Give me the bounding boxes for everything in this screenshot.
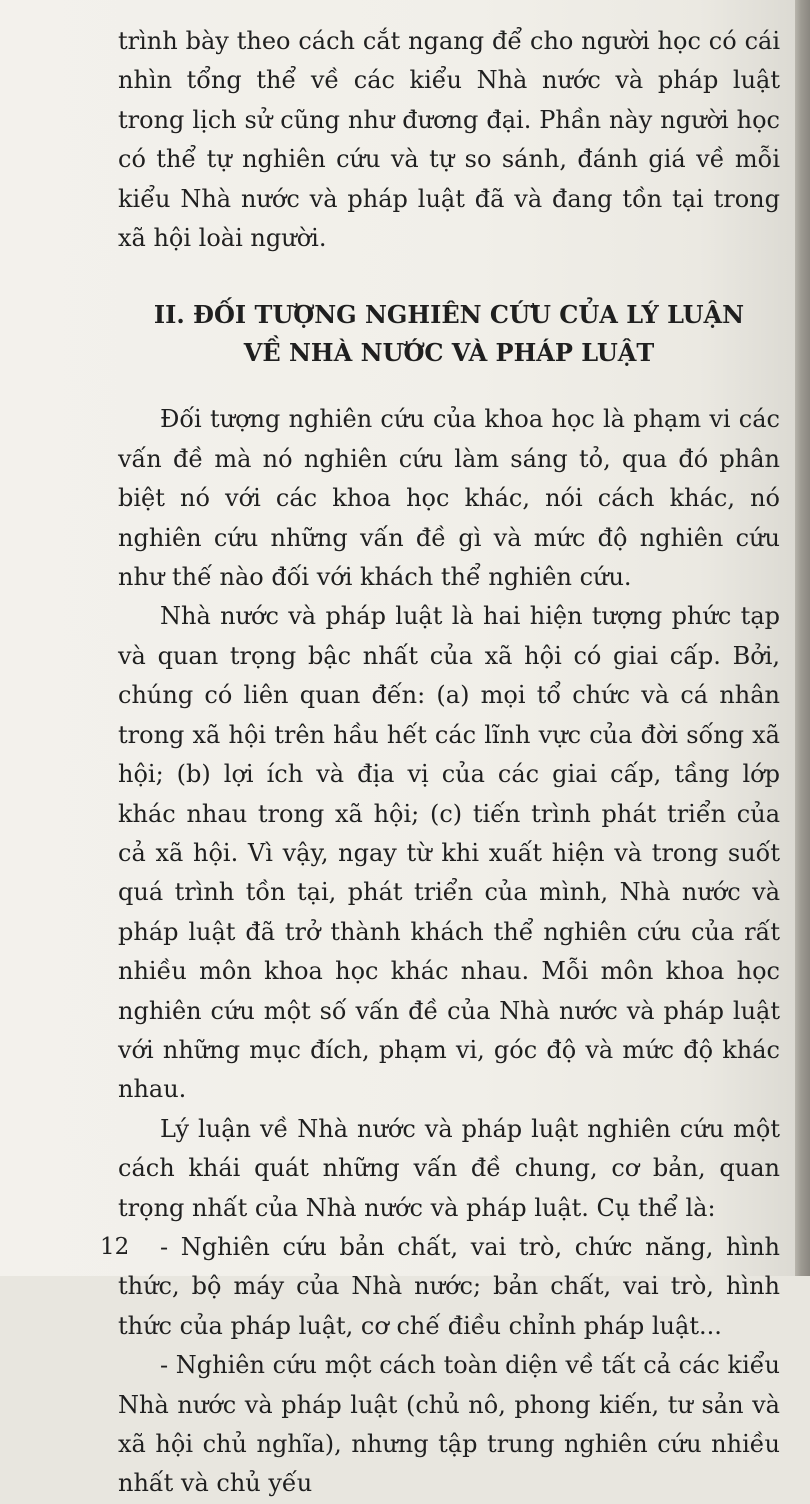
section-heading-line-1: II. ĐỐI TƯỢNG NGHIÊN CỨU CỦA LÝ LUẬN bbox=[153, 300, 745, 330]
page-body bbox=[118, 22, 780, 1504]
section-heading bbox=[118, 296, 780, 372]
list-item-comprehensive-study: - Nghiên cứu một cách toàn diện về tất cả các kiểu Nhà nước và pháp luật (chủ nô, phong kiến, tư sản và xã hội chủ nghĩa), nhưng tập trung nghiên cứu nhiều nhất và chủ yếu bbox=[118, 1351, 780, 1498]
paragraph-object-definition: Đối tượng nghiên cứu của khoa học là phạm vi các vấn đề mà nó nghiên cứu làm sáng tỏ, qua đó phân biệt nó với các khoa học khác, nói cách khác, nó nghiên cứu những vấn đề gì và mức độ nghiên cứu như thế nào đối với khách thể nghiên cứu. bbox=[118, 405, 780, 592]
paragraph-continuation: trình bày theo cách cắt ngang để cho người học có cái nhìn tổng thể về các kiểu Nhà nước và pháp luật trong lịch sử cũng như đương đại. Phần này người học có thể tự nghiên cứu và tự so sánh, đánh giá về mỗi kiểu Nhà nước và pháp luật đã và đang tồn tại trong xã hội loài người. bbox=[118, 27, 780, 253]
page-gutter-edge bbox=[795, 0, 810, 1276]
paragraph-theory-scope: Lý luận về Nhà nước và pháp luật nghiên cứu một cách khái quát những vấn đề chung, cơ bản, quan trọng nhất của Nhà nước và pháp luật. Cụ thể là: bbox=[118, 1114, 780, 1222]
page-number: 12 bbox=[100, 1234, 130, 1260]
section-heading-line-2: VỀ NHÀ NƯỚC VÀ PHÁP LUẬT bbox=[243, 338, 655, 368]
list-item-nature-role: - Nghiên cứu bản chất, vai trò, chức năng, hình thức, bộ máy của Nhà nước; bản chất, vai trò, hình thức của pháp luật, cơ chế điều chỉnh pháp luật... bbox=[118, 1232, 780, 1340]
paragraph-state-and-law: Nhà nước và pháp luật là hai hiện tượng phức tạp và quan trọng bậc nhất của xã hội có giai cấp. Bởi, chúng có liên quan đến: (a) mọi tổ chức và cá nhân trong xã hội trên hầu hết các lĩnh vực của đời sống xã hội; (b) lợi ích và địa vị của các giai cấp, tầng lớp khác nhau trong xã hội; (c) tiến trình phát triển của cả xã hội. Vì vậy, ngay từ khi xuất hiện và trong suốt quá trình tồn tại, phát triển của mình, Nhà nước và pháp luật đã trở thành khách thể nghiên cứu của rất nhiều môn khoa học khác nhau. Mỗi môn khoa học nghiên cứu một số vấn đề của Nhà nước và pháp luật với những mục đích, phạm vi, góc độ và mức độ khác nhau. bbox=[118, 602, 780, 1104]
